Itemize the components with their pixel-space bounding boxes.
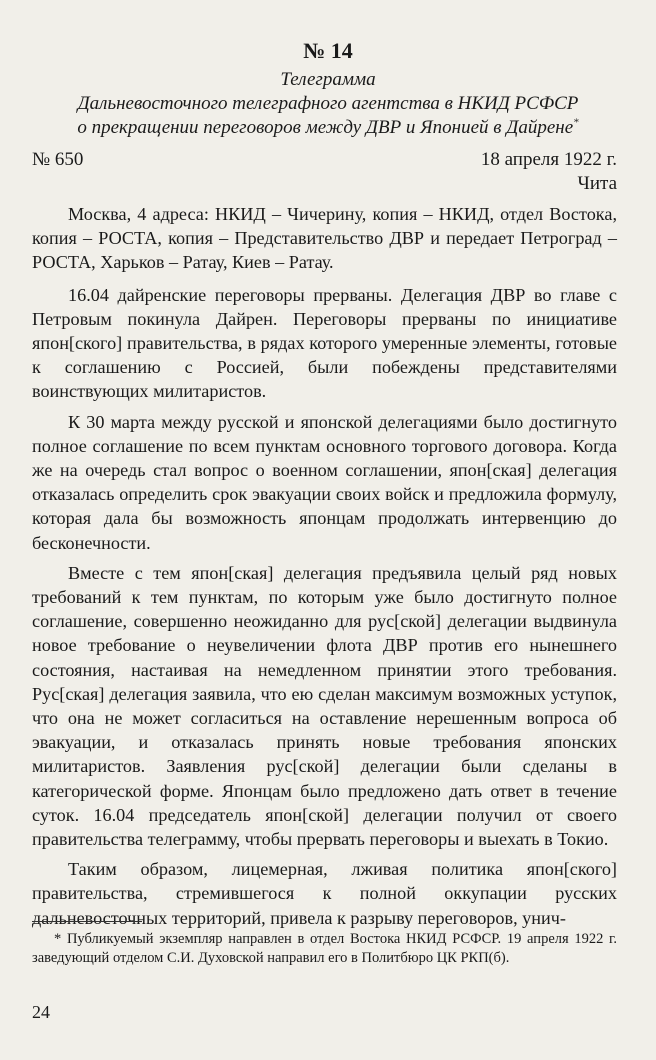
footnote: * Публикуемый экземпляр направлен в отдел Востока НКИД РСФСР. 19 апреля 1922 г. заведующий отделом С.И. Духовской направил его в Политбюро ЦК РКП(б). [32, 931, 617, 966]
document-date: 18 апреля 1922 г. [480, 149, 617, 170]
reference-number: № 650 [32, 149, 84, 170]
title-line-3 [30, 116, 626, 140]
body-paragraph: Таким образом, лицемерная, лживая политика япон[ского] правительства, стремившегося к полной оккупации русских дальневосточных территорий, привела к разрыву переговоров, унич- [32, 859, 617, 928]
page-number: 24 [32, 1002, 50, 1022]
title-line-3-text: о прекращении переговоров между ДВР и Японией в Дайрене [77, 117, 574, 138]
title-line-1: Телеграмма [280, 69, 376, 90]
date-place [481, 148, 617, 196]
address-paragraph: Москва, 4 адреса: НКИД – Чичерину, копия – НКИД, отдел Востока, копия – РОСТА, копия – Представительство ДВР и передает Петроград – РОСТА, Харьков – Ратау, Киев – Ратау. [32, 204, 617, 273]
telegram-body [32, 202, 617, 936]
footnote-marker: * [573, 116, 579, 129]
document-place: Чита [577, 173, 617, 194]
body-paragraph: Вместе с тем япон[ская] делегация предъявила целый ряд новых требований к тем пунктам, по которым уже было достигнуто полное соглашение, совершенно неожиданно для рус[ской] делегации выдвинула новое требование о неувеличении флота ДВР против его нынешнего состояния, настаивая на немедленном принятии этого требования. Рус[ская] делегация заявила, что ею сделан максимум возможных уступок, что она не может согласиться на оставление нерешенным вопроса об эвакуации, и отказалась принять новые требования японских милитаристов. Заявления рус[ской] делегации были сделаны в категорической форме. Японцам было предложено дать ответ в течение суток. 16.04 председатель япон[ской] делегации получил от своего правительства телеграмму, чтобы прервать переговоры и выехать в Токио. [32, 562, 617, 850]
document-number: № 14 [303, 38, 353, 63]
body-paragraph: К 30 марта между русской и японской делегациями было достигнуто полное соглашение по всем пунктам основного торгового договора. Когда же на очередь стал вопрос о военном соглашении, япон[ская] делегация отказалась определить срок эвакуации своих войск и предложила формулу, которая дала бы возможность японцам продолжать интервенцию до бесконечности. [32, 411, 617, 553]
document-title [30, 68, 626, 140]
body-paragraph: 16.04 дайренские переговоры прерваны. Делегация ДВР во главе с Петровым покинула Дайрен. Переговоры прерваны по инициативе япон[ского] правительства, в рядах которого умеренные элементы, готовые к соглашению с Россией, были побеждены представителями воинствующих милитаристов. [32, 284, 617, 402]
footnote-divider [32, 921, 142, 922]
title-line-2: Дальневосточного телеграфного агентства в НКИД РСФСР [77, 93, 579, 114]
